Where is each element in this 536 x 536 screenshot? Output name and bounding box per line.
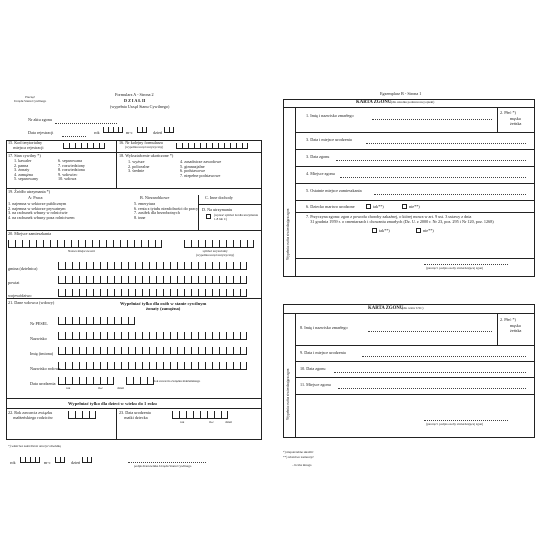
county-label: powiat [8,280,20,285]
stillborn-yes-label: tak**) [373,204,384,209]
death-record-number-field[interactable] [55,123,117,124]
mother-birth-day-caption: dzień [225,420,232,424]
residence-code-cells[interactable] [184,240,254,248]
death-card-2-side-note: Wypełnia osoba stwierdzająca zgon [286,368,290,420]
widow-section-heading: Wypełniać tylko dla osób w stanie cywilnym żonaty (zamężna) [120,301,207,312]
death-card-1-side-note: Wypełnia osoba stwierdzająca zgon [286,208,290,260]
birth-year-caption: rok [66,386,71,390]
county-cells[interactable] [58,276,247,284]
widow-data-label: 21. Dane wdowca (wdowy) [8,300,55,305]
deceased-name-2-field[interactable] [368,331,492,332]
sign-day-cells[interactable] [82,457,92,463]
surname-cells[interactable] [58,332,247,340]
income-source-label: 19. Źródło utrzymania *) [8,189,51,194]
registration-month-cells[interactable] [137,127,147,133]
sign-day-label: dzień [71,460,81,465]
last-residence-label: 5. Ostatnie miejsce zamieszkania [306,188,362,193]
marital-status-options-2[interactable]: 6. separowana 7. rozwiedziony 8. rozwiedziona 9. wdowiec 10. wdowa [58,158,85,182]
footnote: *) właściwe zakreślenie otoczyć obwódką [8,444,61,448]
marital-status-label: 17. Stan cywilny *) [8,153,41,158]
death-place-2-field[interactable] [338,388,526,389]
first-name-label: Imię (imiona) [30,351,54,356]
death-place-field[interactable] [340,177,526,178]
infectious-no-label: nie**) [423,228,434,233]
right-page-title: Egzemplarz B - Strona 1 [380,91,422,96]
income-nonwork-label: B. Niezarobkowe [140,195,170,200]
mother-birth-month-caption: m-c [209,420,214,424]
birth-date-place-2-field[interactable] [362,356,526,357]
first-name-cells[interactable] [58,347,247,355]
death-date-field[interactable] [336,160,526,161]
birth-date-label: Data urodzenia [30,381,56,386]
stillborn-yes-checkbox[interactable] [366,204,371,209]
sex-label: 2. Płeć *) [500,110,516,115]
registration-day-cells[interactable] [164,127,174,133]
sex-options[interactable]: męska żeńska [510,116,522,126]
territorial-code-cells[interactable] [63,143,105,149]
last-residence-field[interactable] [374,194,526,195]
residence-label: 20. Miejsce zamieszkania [8,231,52,236]
doctor-signature-field-1[interactable] [424,264,508,265]
mother-birth-date-label: 23. Data urodzenia matki dziecka [119,410,151,420]
birth-day-caption: dzień [117,386,124,390]
form-number-note: (wypełnia urząd statystyczny) [125,145,164,149]
pesel-cells[interactable] [58,317,135,325]
death-card-1-subtitle: (dla ośrodka podstawowej opieki) [391,100,435,104]
form-number-label: 16. Nr kolejny formularza [119,140,163,145]
form-title: Formularz A - Strona 2 [115,92,154,97]
doctor-signature-field-2[interactable] [424,420,508,421]
mother-birth-date-cells[interactable] [172,411,228,419]
income-nonwork-options[interactable]: 5. emerytura 6. renta z tytułu niezdolności do pracy 7. zasiłek dla bezrobotnych 8. inne [134,201,199,220]
infectious-no-checkbox[interactable] [416,228,421,233]
marriage-year-caption: Rok zawarcia związku małżeńskiego [153,379,201,383]
commune-label: gmina (dzielnica) [8,266,38,271]
death-record-number-label: Nr aktu zgonu [28,117,52,122]
parents-marriage-year-label: 22. Rok zawarcia związku małżeńskiego rodziców [8,410,53,420]
infant-section-heading: Wypełniać tylko dla dzieci w wieku do 1 roku [68,401,157,406]
death-card-2-title: KARTA ZGONU [368,306,404,311]
death-date-label: 3. Data zgonu [306,154,330,159]
infectious-yes-label: tak**) [379,228,390,233]
surname-label: Nazwisko [30,336,47,341]
marital-status-options-1[interactable]: 1. kawaler 2. panna 3. żonaty 4. zamężna 5. separowany [14,158,39,182]
infectious-cause-label: 7. Przyczyna zgonu: zgon z powodu choroby zakaźnej, o której mowa w art. 9 ust. 3 ustawy z dnia 31 grudnia 1959 r. o cmentarzach i chowaniu zmarłych (Dz. U. z 2000 r. Nr 23, poz. 295 i Nr 120, poz. 1268) [306,214,494,225]
sign-month-cells[interactable] [55,457,65,463]
pesel-label: Nr PESEL [30,321,48,326]
dependent-label: D. Na utrzymaniu [202,207,233,212]
death-date-2-field[interactable] [334,372,526,373]
death-place-2-label: 11. Miejsce zgonu [300,382,331,387]
stillborn-no-label: nie**) [409,204,420,209]
birth-date-place-field[interactable] [366,143,526,144]
deceased-name-2-label: 8. Imię i nazwisko zmarłego [300,325,348,330]
education-options-1[interactable]: 1. wyższe 2. policealne 3. średnie [128,159,150,174]
doctor-signature-caption-2: (pieczęć i podpis osoby stwierdzającej zgon) [426,422,484,426]
section-title: D Z I A Ł II [124,98,146,103]
sign-year-label: rok [10,460,16,465]
education-options-2[interactable]: 4. zasadnicze zawodowe 5. gimnazjalne 6. podstawowe 7. niepełne podstawowe [180,159,222,178]
commune-cells[interactable] [58,262,247,270]
dependent-checkbox[interactable] [206,214,211,219]
maiden-name-cells[interactable] [58,362,247,370]
education-label: 18. Wykształcenie ukończone *) [119,153,174,158]
income-work-label: A: Praca [28,195,43,200]
doctor-signature-caption-1: (pieczęć i podpis osoby stwierdzającej zgon) [426,266,484,270]
income-work-options[interactable]: 1. najemna w sektorze publicznym 2. najemna w sektorze prywatnym 3. na rachunek własny w rolnictwie 4. na rachunek własny poza rolnictwem [8,201,75,220]
residence-name-caption: Nazwa miejscowości [68,249,95,253]
deceased-name-field[interactable] [372,119,492,120]
footnote-1: *) niepotrzebne skreślić [283,450,314,454]
dependent-note: (wpisać symbol źródła utrzymania 1-8 lub C) [214,213,258,221]
income-other-label: C. Inne dochody [205,195,233,200]
maiden-name-label: Nazwisko rodowe [30,366,61,371]
mother-birth-year-caption: rok [180,420,185,424]
office-stamp: Pieczęć Urzędu Stanu Cywilnego [14,95,47,103]
registrar-signature-caption: podpis Kierownika Urzędu Stanu Cywilnego [134,464,192,468]
death-date-2-label: 10. Data zgonu [300,366,326,371]
marriage-year-cells[interactable] [126,377,154,385]
residence-code-caption: symbol terytorialny (wypełnia urząd statystyczny) [196,249,235,257]
infectious-yes-checkbox[interactable] [372,228,377,233]
registrar-signature-field[interactable] [128,462,206,463]
birth-month-caption: m-c [98,386,103,390]
stillborn-no-checkbox[interactable] [402,204,407,209]
year-label: rok [94,130,100,135]
parents-marriage-year-cells[interactable] [68,411,96,419]
voivodeship-cells[interactable] [58,289,247,297]
residence-name-cells[interactable] [8,240,162,248]
sex-2-label: 2. Płeć *) [500,317,516,322]
day-label: dzień [153,130,163,135]
registration-year-cells[interactable] [103,127,123,133]
month-label: m-c [126,130,133,135]
footnote-2: **) właściwe zaznaczyć [283,455,314,459]
death-place-label: 4. Miejsce zgonu [306,171,335,176]
registration-date-label: Data rejestracji [28,130,54,135]
sign-month-label: m-c [44,460,51,465]
death-card-2-subtitle: (dla celów USC) [402,306,424,310]
birth-date-cells[interactable] [58,377,114,385]
registration-place-field[interactable] [62,136,86,137]
birth-date-place-label: 3. Data i miejsce urodzenia [306,137,352,142]
sign-year-cells[interactable] [20,457,40,463]
section-subtitle: (wypełnia Urząd Stanu Cywilnego) [110,104,170,109]
deceased-name-label: 1. Imię i nazwisko zmarłego [306,113,354,118]
territorial-code-label: 15. Kod terytorialny miejsca rejestracji [8,140,44,150]
form-number-cells[interactable] [176,143,248,149]
birth-date-place-2-label: 9. Data i miejsce urodzenia [300,350,346,355]
footnote-3: – liczba mnoga [292,463,312,467]
stillborn-label: 6. Dziecko martwo urodzone [306,204,355,209]
death-card-1-title: KARTA ZGONU [356,100,392,105]
voivodeship-label: województwo [8,293,32,298]
sex-2-options[interactable]: męska żeńska [510,323,522,333]
